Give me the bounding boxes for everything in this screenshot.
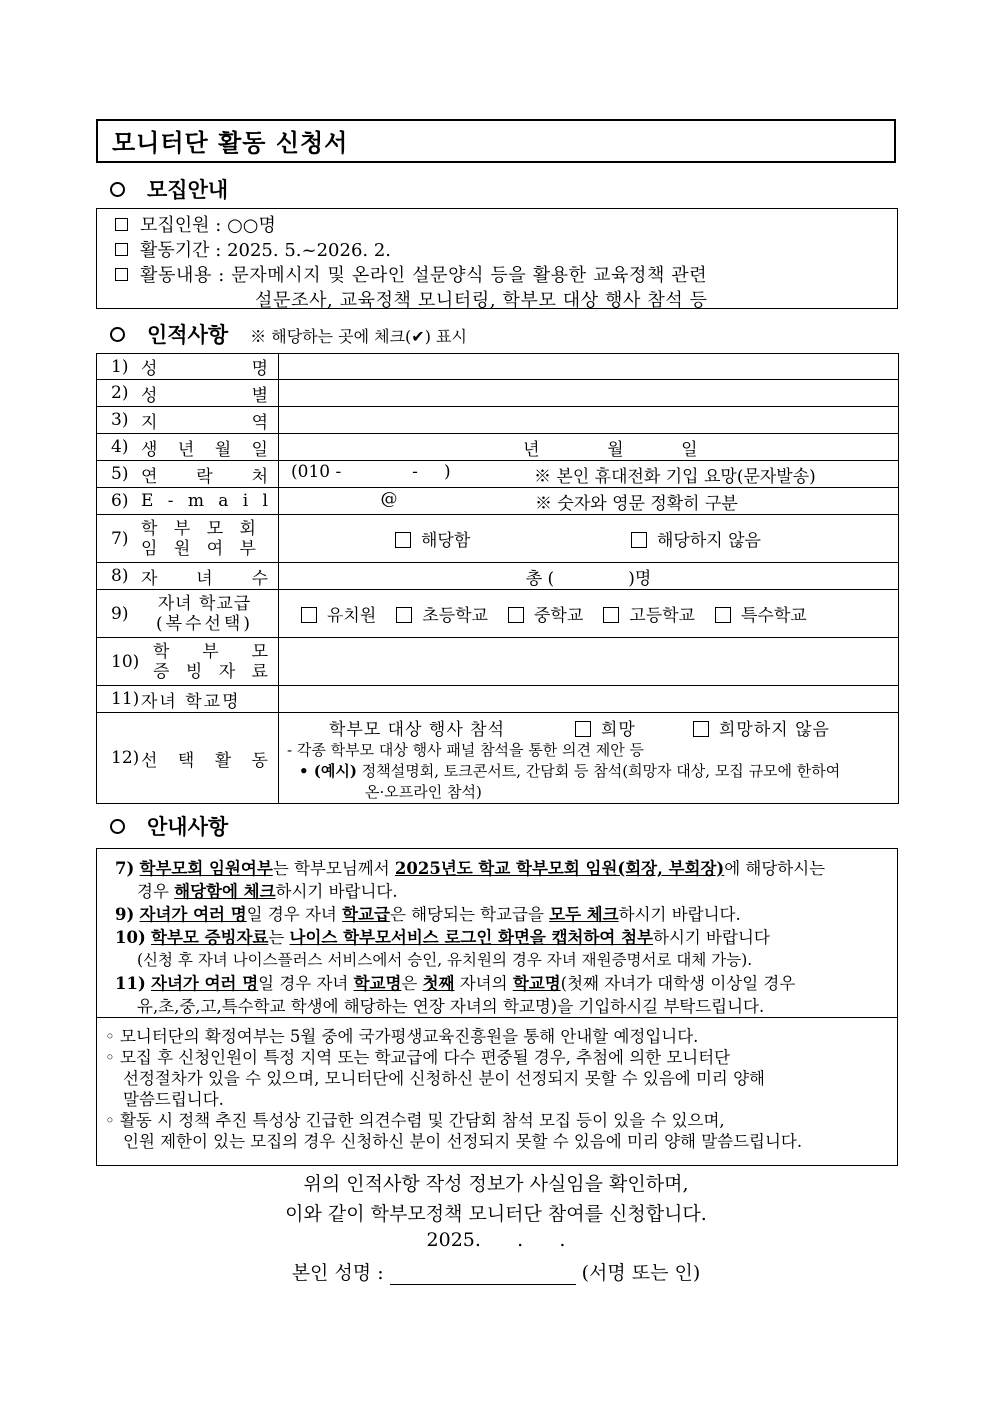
guide-item-7: 7) 학부모회 임원여부는 학부모님께서 2025년도 학교 학부모회 임원(회장, 부회장)에 해당하시는 [115,859,826,878]
recruit-value: 문자메시지 및 온라인 설문양식 등을 활용한 교육정책 관련 [231,265,708,286]
phone-input[interactable]: (010 - - ) ※ 본인 휴대전화 기입 요망(문자발송) [279,461,899,488]
section-personal-heading [110,319,467,349]
section-personal-title: 인적사항 [147,323,229,347]
school-option-elementary[interactable]: 초등학교 [396,601,488,626]
recruit-value: 2025. 5.~2026. 2. [227,240,392,261]
table-row [97,590,899,638]
recruit-label: 활동기간 [140,240,210,261]
field-label-proof: 학 부 모 증 빙 자 료 [153,641,268,682]
proof-attachment[interactable] [279,638,899,686]
region-input[interactable] [279,407,899,434]
checkbox-icon[interactable] [715,607,731,623]
checkbox-icon[interactable] [508,607,524,623]
field-label-school-name: 자녀 학교명 [141,691,241,712]
activity-event-label: 학부모 대상 행사 참석 [329,720,506,740]
checkbox-icon[interactable] [603,607,619,623]
guide-box [96,848,898,1018]
guide-item-10-cont: (신청 후 자녀 나이스플러스 서비스에서 승인, 유치원의 경우 자녀 재원증명서로 대체 가능). [137,951,753,969]
section-recruit-heading [110,174,228,204]
notice-line: ◦ 모집 후 신청인원이 특정 지역 또는 학교급에 다수 편중될 경우, 추첨에 의한 모니터단 [105,1048,731,1067]
circle-bullet-icon [110,819,125,834]
school-option-special[interactable]: 특수학교 [715,601,807,626]
signature-line [0,1258,992,1285]
table-row [97,515,899,563]
row-number: 9) [111,603,129,624]
recruit-value-cont: 설문조사, 교육정책 모니터링, 학부모 대상 행사 참석 등 [255,290,708,311]
recruit-item: 활동기간 : 2025. 5.~2026. 2. [115,238,897,263]
recruit-item: 모집인원 : ○○명 [115,213,897,238]
table-row [97,434,899,461]
signature-suffix: (서명 또는 인) [581,1262,701,1284]
field-label-email: E - m a i l [141,491,268,511]
guide-item-11: 11) 자녀가 여러 명일 경우 자녀 학교명은 첫째 자녀의 학교명(첫째 자녀가 대학생 이상일 경우 [115,974,796,993]
guide-item-9: 9) 자녀가 여러 명일 경우 자녀 학교급은 해당되는 학교급을 모두 체크하시기 바랍니다. [115,905,741,924]
field-label-birthdate: 생 년 월 일 [141,439,268,460]
checkbox-icon[interactable] [395,532,411,548]
field-label-school-level: 자녀 학교급 (복수선택) [156,593,253,634]
table-row [97,488,899,515]
notice-line: ◦ 모니터단의 확정여부는 5월 중에 국가평생교육진흥원을 통해 안내할 예정입니다. [105,1027,699,1046]
row-number: 6) [111,491,129,511]
row-number: 10) [111,651,140,672]
row-number: 2) [111,383,129,403]
section-guide-title: 안내사항 [147,815,229,839]
section-guide-heading [110,811,228,841]
table-row [97,461,899,488]
name-input[interactable] [279,354,899,380]
school-option-high[interactable]: 고등학교 [603,601,695,626]
committee-yes-option[interactable]: 해당함 [395,526,631,551]
signature-label: 본인 성명 : [291,1262,384,1284]
table-row [97,380,899,407]
row-number: 4) [111,437,129,457]
row-number: 11) [111,689,140,709]
field-label-name: 성 명 [141,359,268,379]
school-option-kindergarten[interactable]: 유치원 [301,601,376,626]
activity-example: • (예시) 정책설명회, 토크콘서트, 간담회 등 참석(희망자 대상, 모집 규모에 한하여 [299,762,841,780]
notice-line: 인원 제한이 있는 모집의 경우 신청하신 분이 선정되지 못할 수 있음에 미리 양해 말씀드립니다. [123,1132,803,1151]
date-line: 2025. . . [426,1229,566,1251]
children-count-input[interactable]: 총 ( )명 [279,563,899,590]
circle-bullet-icon [110,327,125,342]
recruit-label: 모집인원 [140,215,210,236]
square-bullet-icon [115,243,128,256]
square-bullet-icon [115,218,128,231]
checkbox-icon[interactable] [575,721,591,737]
field-label-children: 자 녀 수 [141,568,268,589]
checkbox-icon[interactable] [301,607,317,623]
square-bullet-icon [115,268,128,281]
checkbox-icon[interactable] [693,721,709,737]
row-number: 1) [111,356,129,377]
gender-input[interactable] [279,380,899,407]
notice-line: ◦ 활동 시 정책 추진 특성상 긴급한 의견수렴 및 간담회 참석 모집 등이 있을 수 있으며, [105,1111,725,1130]
school-name-input[interactable] [279,686,899,713]
row-number: 5) [111,464,129,484]
field-label-region: 지 역 [141,412,268,433]
form-title: 모니터단 활동 신청서 [96,119,896,163]
recruit-label: 활동내용 [140,265,212,286]
field-label-activity: 선 택 활 동 [141,750,268,771]
row-number: 3) [111,410,129,430]
checkbox-icon[interactable] [396,607,412,623]
committee-no-option[interactable]: 해당하지 않음 [631,526,761,551]
notice-line: 말씀드립니다. [123,1090,224,1109]
table-row [97,638,899,686]
email-input[interactable]: @ ※ 숫자와 영문 정확히 구분 [279,488,899,515]
row-number: 12) [111,748,140,768]
guide-item-11-cont: 유,초,중,고,특수학교 학생에 해당하는 연장 자녀의 학교명)을 기입하시길 부탁드립니다. [137,997,765,1016]
field-label-phone: 연 락 처 [141,466,268,487]
recruit-item: 활동내용 : 문자메시지 및 온라인 설문양식 등을 활용한 교육정책 관련 [115,263,897,288]
table-row [97,407,899,434]
activity-desc: - 각종 학부모 대상 행사 패널 참석을 통한 의견 제안 등 [287,741,645,759]
activity-yes-option[interactable]: 희망 [575,715,693,740]
table-row [97,563,899,590]
row-number: 8) [111,566,129,586]
check-note: ※ 해당하는 곳에 체크(✔) 표시 [250,327,467,346]
activity-no-option[interactable]: 희망하지 않음 [693,715,830,740]
table-row [97,713,899,804]
phone-note: ※ 본인 휴대전화 기입 요망(문자발송) [534,466,816,487]
row-number: 7) [111,528,129,549]
confirm-line-2: 이와 같이 학부모정책 모니터단 참여를 신청합니다. [285,1203,707,1225]
notice-box [96,1017,898,1166]
signature-field[interactable] [390,1266,576,1285]
checkbox-icon[interactable] [631,532,647,548]
notice-line: 선정절차가 있을 수 있으며, 모니터단에 신청하신 분이 선정되지 못할 수 있음에 미리 양해 [123,1069,765,1088]
table-row [97,354,899,380]
recruit-info-box [96,208,898,309]
activity-example-cont: 온·오프라인 참석) [365,783,482,801]
circle-bullet-icon [110,182,125,197]
recruit-value: ○○명 [227,215,276,236]
email-note: ※ 숫자와 영문 정확히 구분 [535,493,738,514]
confirm-line-1: 위의 인적사항 작성 정보가 사실임을 확인하며, [303,1173,689,1195]
section-recruit-title: 모집안내 [147,178,229,202]
guide-item-7-cont: 경우 해당함에 체크하시기 바랍니다. [137,882,398,901]
field-label-gender: 성 별 [141,385,268,406]
table-row [97,686,899,713]
guide-item-10: 10) 학부모 증빙자료는 나이스 학부모서비스 로그인 화면을 캡처하여 첨부하시기 바랍니다 [115,928,770,947]
school-option-middle[interactable]: 중학교 [508,601,583,626]
birthdate-input[interactable]: 년 월 일 [279,434,899,461]
field-label-committee: 학 부 모 회 임 원 여 부 [141,518,256,559]
personal-info-table [96,353,899,804]
